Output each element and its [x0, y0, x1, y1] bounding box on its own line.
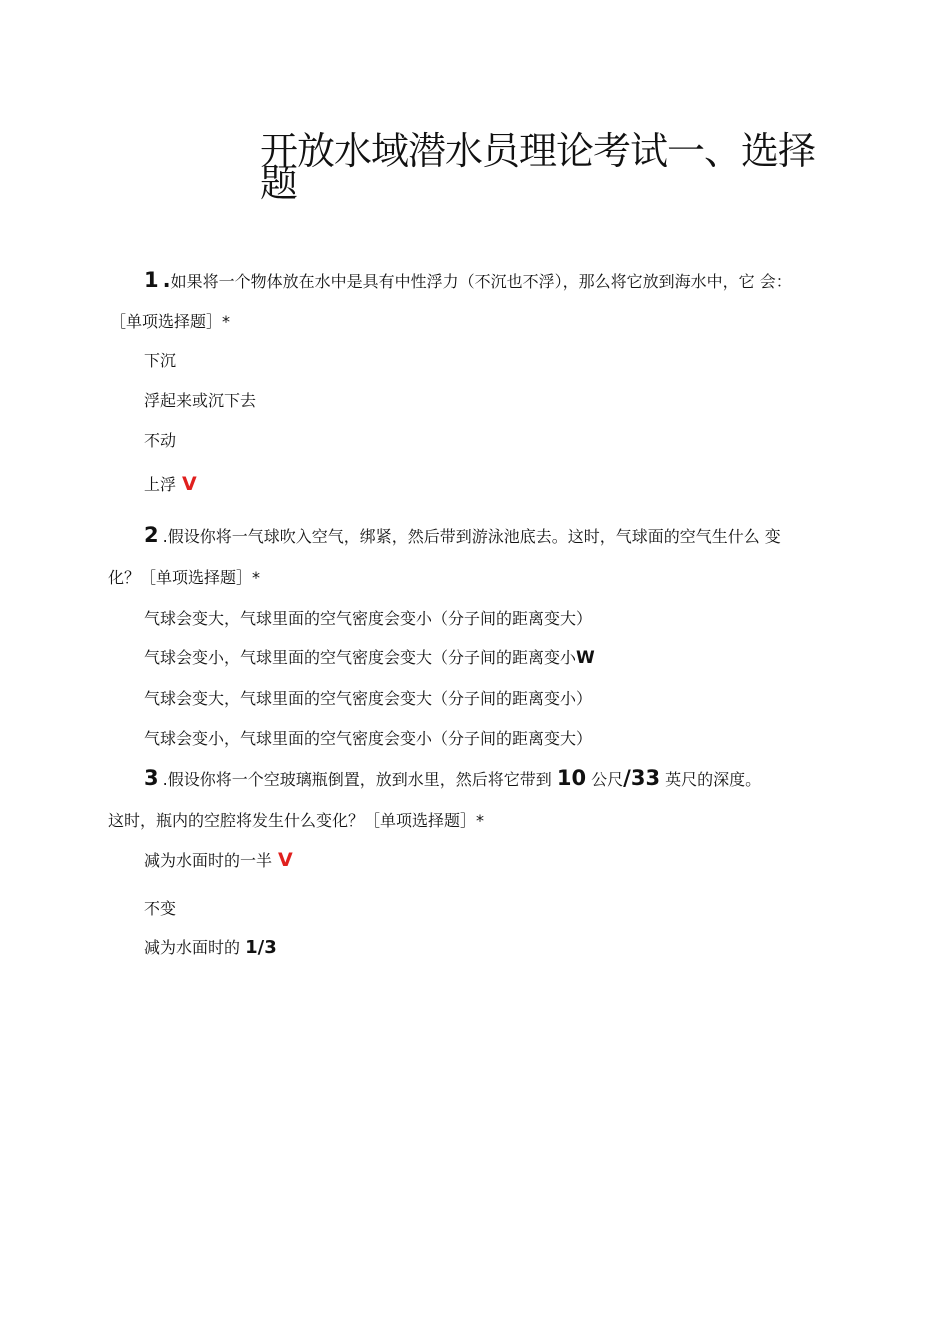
- option-text: 减为水面时的一半: [144, 851, 273, 870]
- question-1-option-2[interactable]: [144, 388, 256, 411]
- option-text: 气球会变小，气球里面的空气密度会变小（分子间的距离变大）: [144, 729, 593, 748]
- question-2-number: 2: [144, 523, 159, 547]
- question-2-option-1[interactable]: [144, 606, 592, 629]
- question-2-line-1: [144, 523, 781, 547]
- question-3-depth-meters: 10: [556, 766, 587, 790]
- option-text: 浮起来或沉下去: [144, 391, 257, 410]
- option-text: 不变: [144, 899, 177, 918]
- option-text: 气球会变大，气球里面的空气密度会变小（分子间的距离变大）: [144, 609, 593, 628]
- question-2-text: 假设你将一气球吹入空气，绑紧，然后带到游泳池底去。这时，气球面的空气生什么 变: [167, 527, 781, 546]
- question-1-option-1[interactable]: [144, 348, 176, 371]
- option-text: 减为水面时的: [144, 938, 241, 957]
- question-1-separator: .: [162, 268, 171, 292]
- question-3-unit-meters: 公尺: [591, 770, 624, 789]
- question-1-type: ［单项选择题］*: [110, 312, 231, 331]
- question-2-separator: .: [162, 527, 168, 546]
- question-1-option-3[interactable]: [144, 428, 176, 451]
- option-fraction: 1/3: [245, 937, 277, 958]
- question-3-separator: .: [162, 770, 168, 789]
- answer-mark: W: [576, 648, 595, 668]
- correct-answer-mark: V: [278, 849, 293, 871]
- question-2-option-3[interactable]: [144, 686, 592, 709]
- question-3-line-2: 这时，瓶内的空腔将发生什么变化？［单项选择题］*: [108, 811, 485, 830]
- question-3-line-1: [144, 766, 761, 790]
- question-3-depth-feet: /33: [623, 766, 661, 790]
- question-2-line-2: 化？［单项选择题］*: [108, 568, 261, 587]
- option-text: 气球会变大，气球里面的空气密度会变大（分子间的距离变小）: [144, 689, 593, 708]
- page-title: 开放水域潜水员理论考试一、选择题: [260, 129, 816, 205]
- question-2-option-2[interactable]: [144, 645, 595, 668]
- option-text: 气球会变小，气球里面的空气密度会变大（分子间的距离变小: [144, 648, 577, 667]
- question-1-number: 1: [144, 268, 159, 292]
- option-text: 上浮: [144, 475, 177, 494]
- question-3-text-c: 英尺的深度。: [665, 770, 762, 789]
- question-3-option-3[interactable]: [144, 935, 277, 958]
- option-text: 下沉: [144, 351, 177, 370]
- question-3-option-1[interactable]: [144, 848, 293, 871]
- correct-answer-mark: V: [182, 473, 197, 495]
- option-text: 不动: [144, 431, 177, 450]
- question-3-text-a: 假设你将一个空玻璃瓶倒置，放到水里，然后将它带到: [167, 770, 552, 789]
- question-1-line-1: [144, 268, 792, 292]
- question-1-option-4[interactable]: [144, 472, 197, 495]
- question-3-number: 3: [144, 766, 159, 790]
- question-1-text: 如果将一个物体放在水中是具有中性浮力（不沉也不浮），那么将它放到海水中，它 会：: [170, 272, 792, 291]
- question-2-option-4[interactable]: [144, 726, 592, 749]
- question-3-option-2[interactable]: [144, 896, 176, 919]
